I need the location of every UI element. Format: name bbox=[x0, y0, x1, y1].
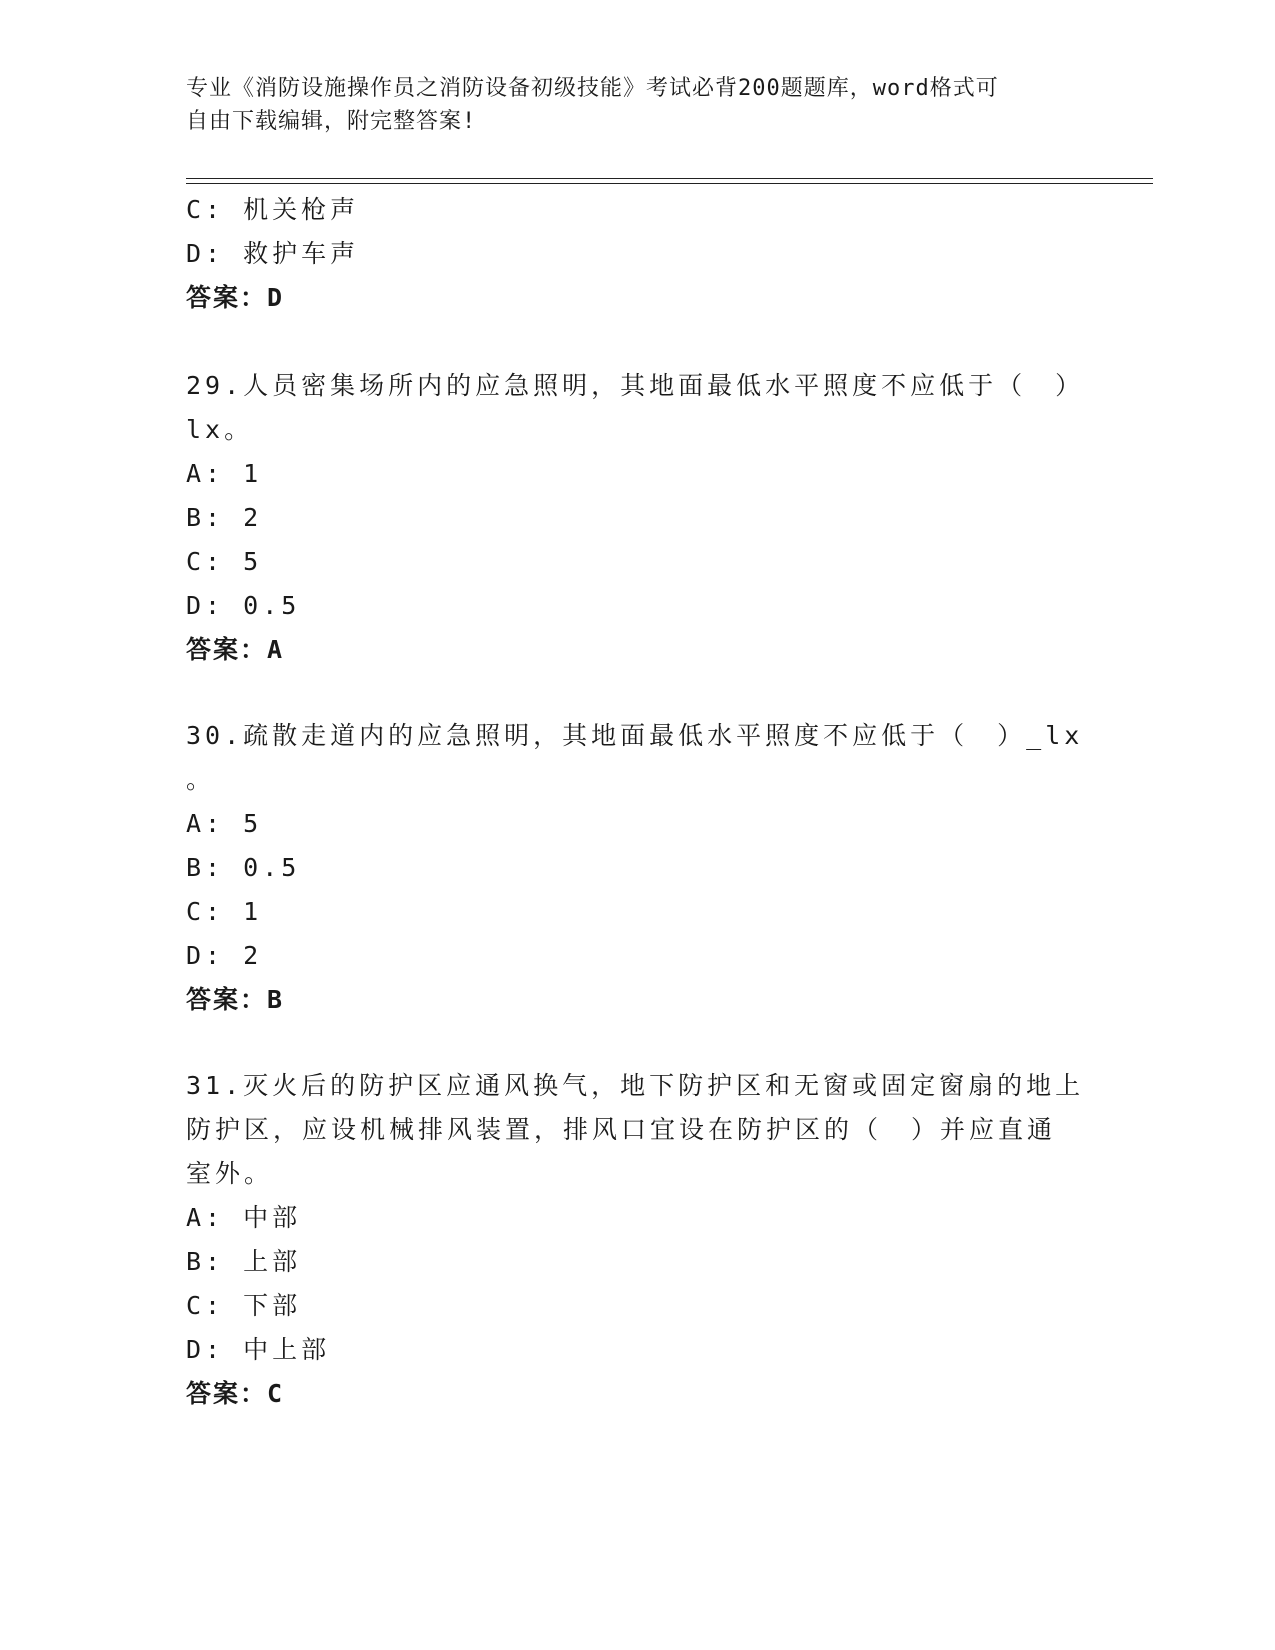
q30-stem-line-2: 。 bbox=[186, 765, 216, 794]
q29-stem-line-2: lx。 bbox=[186, 415, 254, 444]
header-line-1: 专业《消防设施操作员之消防设备初级技能》考试必背200题题库，word格式可 bbox=[186, 76, 999, 101]
header-divider-top bbox=[186, 178, 1153, 179]
q29-option-a: A: 1 bbox=[186, 459, 263, 488]
q30-option-b: B: 0.5 bbox=[186, 853, 301, 882]
q31-option-c: C: 下部 bbox=[186, 1291, 302, 1320]
q29-option-c: C: 5 bbox=[186, 547, 263, 576]
q28-option-d: D: 救护车声 bbox=[186, 239, 360, 268]
q30-option-a: A: 5 bbox=[186, 809, 263, 838]
q29-stem-line-1: 29.人员密集场所内的应急照明，其地面最低水平照度不应低于（ ） bbox=[186, 371, 1085, 400]
q29-option-d: D: 0.5 bbox=[186, 591, 301, 620]
document-header bbox=[186, 72, 1066, 138]
q31-stem-line-1: 31.灭火后的防护区应通风换气，地下防护区和无窗或固定窗扇的地上 bbox=[186, 1071, 1085, 1100]
header-line-2: 自由下载编辑，附完整答案! bbox=[186, 109, 477, 134]
q30-option-d: D: 2 bbox=[186, 941, 263, 970]
q30-stem-line-1: 30.疏散走道内的应急照明，其地面最低水平照度不应低于（ ）_lx bbox=[186, 721, 1084, 750]
q30-option-c: C: 1 bbox=[186, 897, 263, 926]
q31-stem-line-2: 防护区，应设机械排风装置，排风口宜设在防护区的（ ）并应直通 bbox=[186, 1115, 1057, 1144]
q29-answer: 答案：A bbox=[186, 635, 285, 664]
q29-option-b: B: 2 bbox=[186, 503, 263, 532]
header-divider-bottom bbox=[186, 183, 1153, 184]
q31-stem-line-3: 室外。 bbox=[186, 1159, 274, 1188]
q31-option-a: A: 中部 bbox=[186, 1203, 302, 1232]
q31-option-b: B: 上部 bbox=[186, 1247, 302, 1276]
q28-option-c: C: 机关枪声 bbox=[186, 195, 360, 224]
q31-answer: 答案：C bbox=[186, 1379, 285, 1408]
q30-answer: 答案：B bbox=[186, 985, 285, 1014]
q28-answer: 答案：D bbox=[186, 283, 285, 312]
q31-option-d: D: 中上部 bbox=[186, 1335, 331, 1364]
